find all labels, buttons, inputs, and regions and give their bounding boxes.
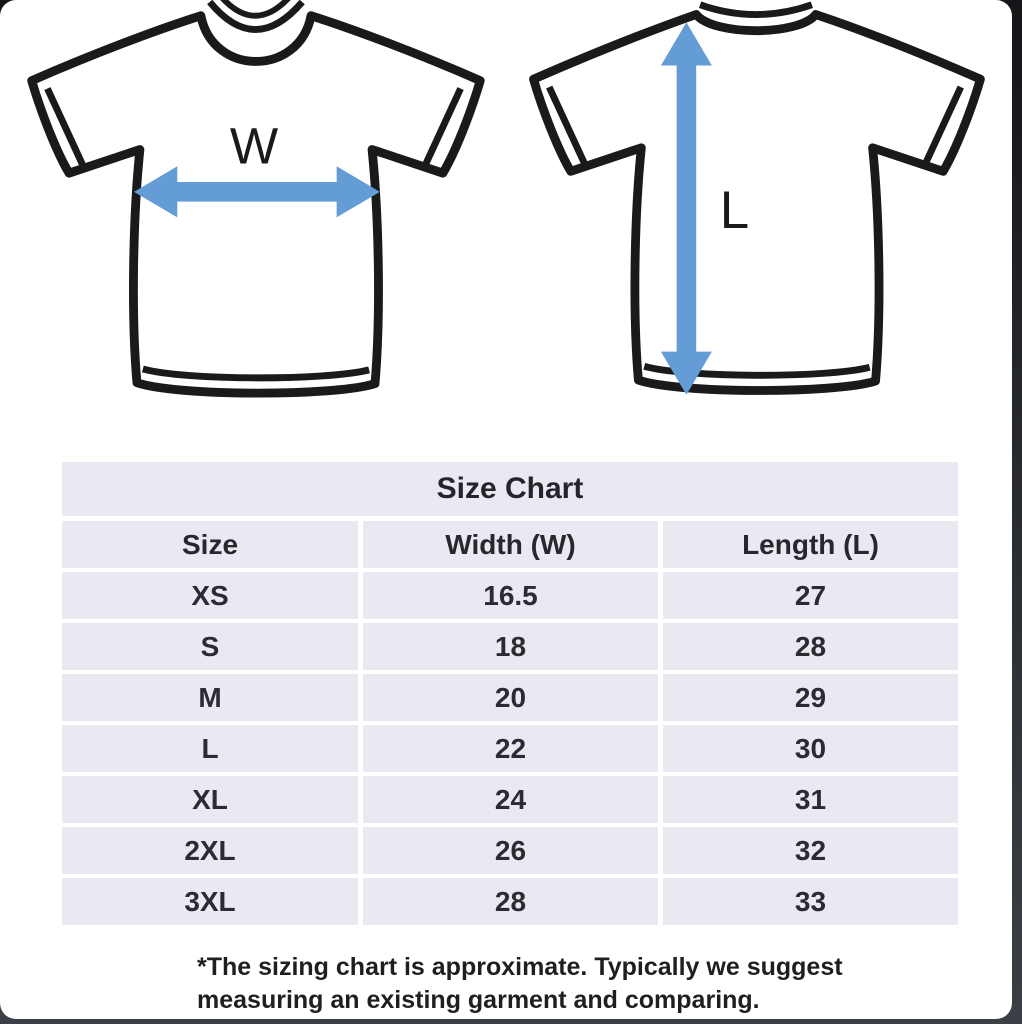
cell-length: 29 — [663, 674, 958, 721]
cell-length: 30 — [663, 725, 958, 772]
table-row-3xl — [62, 878, 958, 925]
cell-size: 3XL — [62, 878, 358, 925]
cell-size: 2XL — [62, 827, 358, 874]
cell-width: 16.5 — [363, 572, 658, 619]
cell-size: L — [62, 725, 358, 772]
cell-width: 18 — [363, 623, 658, 670]
cell-size: XS — [62, 572, 358, 619]
back-shirt-diagram — [510, 0, 1000, 423]
size-chart-title: Size Chart — [62, 462, 958, 516]
footnote-line-2: measuring an existing garment and comparing. — [197, 986, 760, 1014]
column-header-width: Width (W) — [363, 521, 658, 568]
collar-band-line — [700, 5, 812, 15]
front-shirt-outline — [32, 16, 481, 393]
cell-width: 28 — [363, 878, 658, 925]
footnote-line-1: *The sizing chart is approximate. Typically we suggest — [197, 953, 843, 981]
width-label: W — [229, 117, 279, 175]
back-shirt-outline — [534, 15, 981, 391]
table-row-s — [62, 623, 958, 670]
table-row-xl — [62, 776, 958, 823]
cell-size: M — [62, 674, 358, 721]
cell-width: 22 — [363, 725, 658, 772]
cell-width: 24 — [363, 776, 658, 823]
cell-length: 33 — [663, 878, 958, 925]
cell-size: XL — [62, 776, 358, 823]
column-header-size: Size — [62, 521, 358, 568]
shirt-diagrams — [0, 0, 1012, 430]
table-row-m — [62, 674, 958, 721]
front-shirt-diagram — [8, 0, 500, 423]
size-chart-table — [62, 462, 958, 925]
cell-length: 32 — [663, 827, 958, 874]
cell-width: 20 — [363, 674, 658, 721]
length-label: L — [719, 181, 750, 241]
table-row-xs — [62, 572, 958, 619]
sizing-footnote — [197, 951, 897, 1017]
column-header-length: Length (L) — [663, 521, 958, 568]
table-row-l — [62, 725, 958, 772]
cell-size: S — [62, 623, 358, 670]
cell-length: 27 — [663, 572, 958, 619]
cell-length: 28 — [663, 623, 958, 670]
cell-width: 26 — [363, 827, 658, 874]
table-row-2xl — [62, 827, 958, 874]
cell-length: 31 — [663, 776, 958, 823]
table-header-row — [62, 521, 958, 568]
collar-rib-line — [221, 0, 291, 16]
